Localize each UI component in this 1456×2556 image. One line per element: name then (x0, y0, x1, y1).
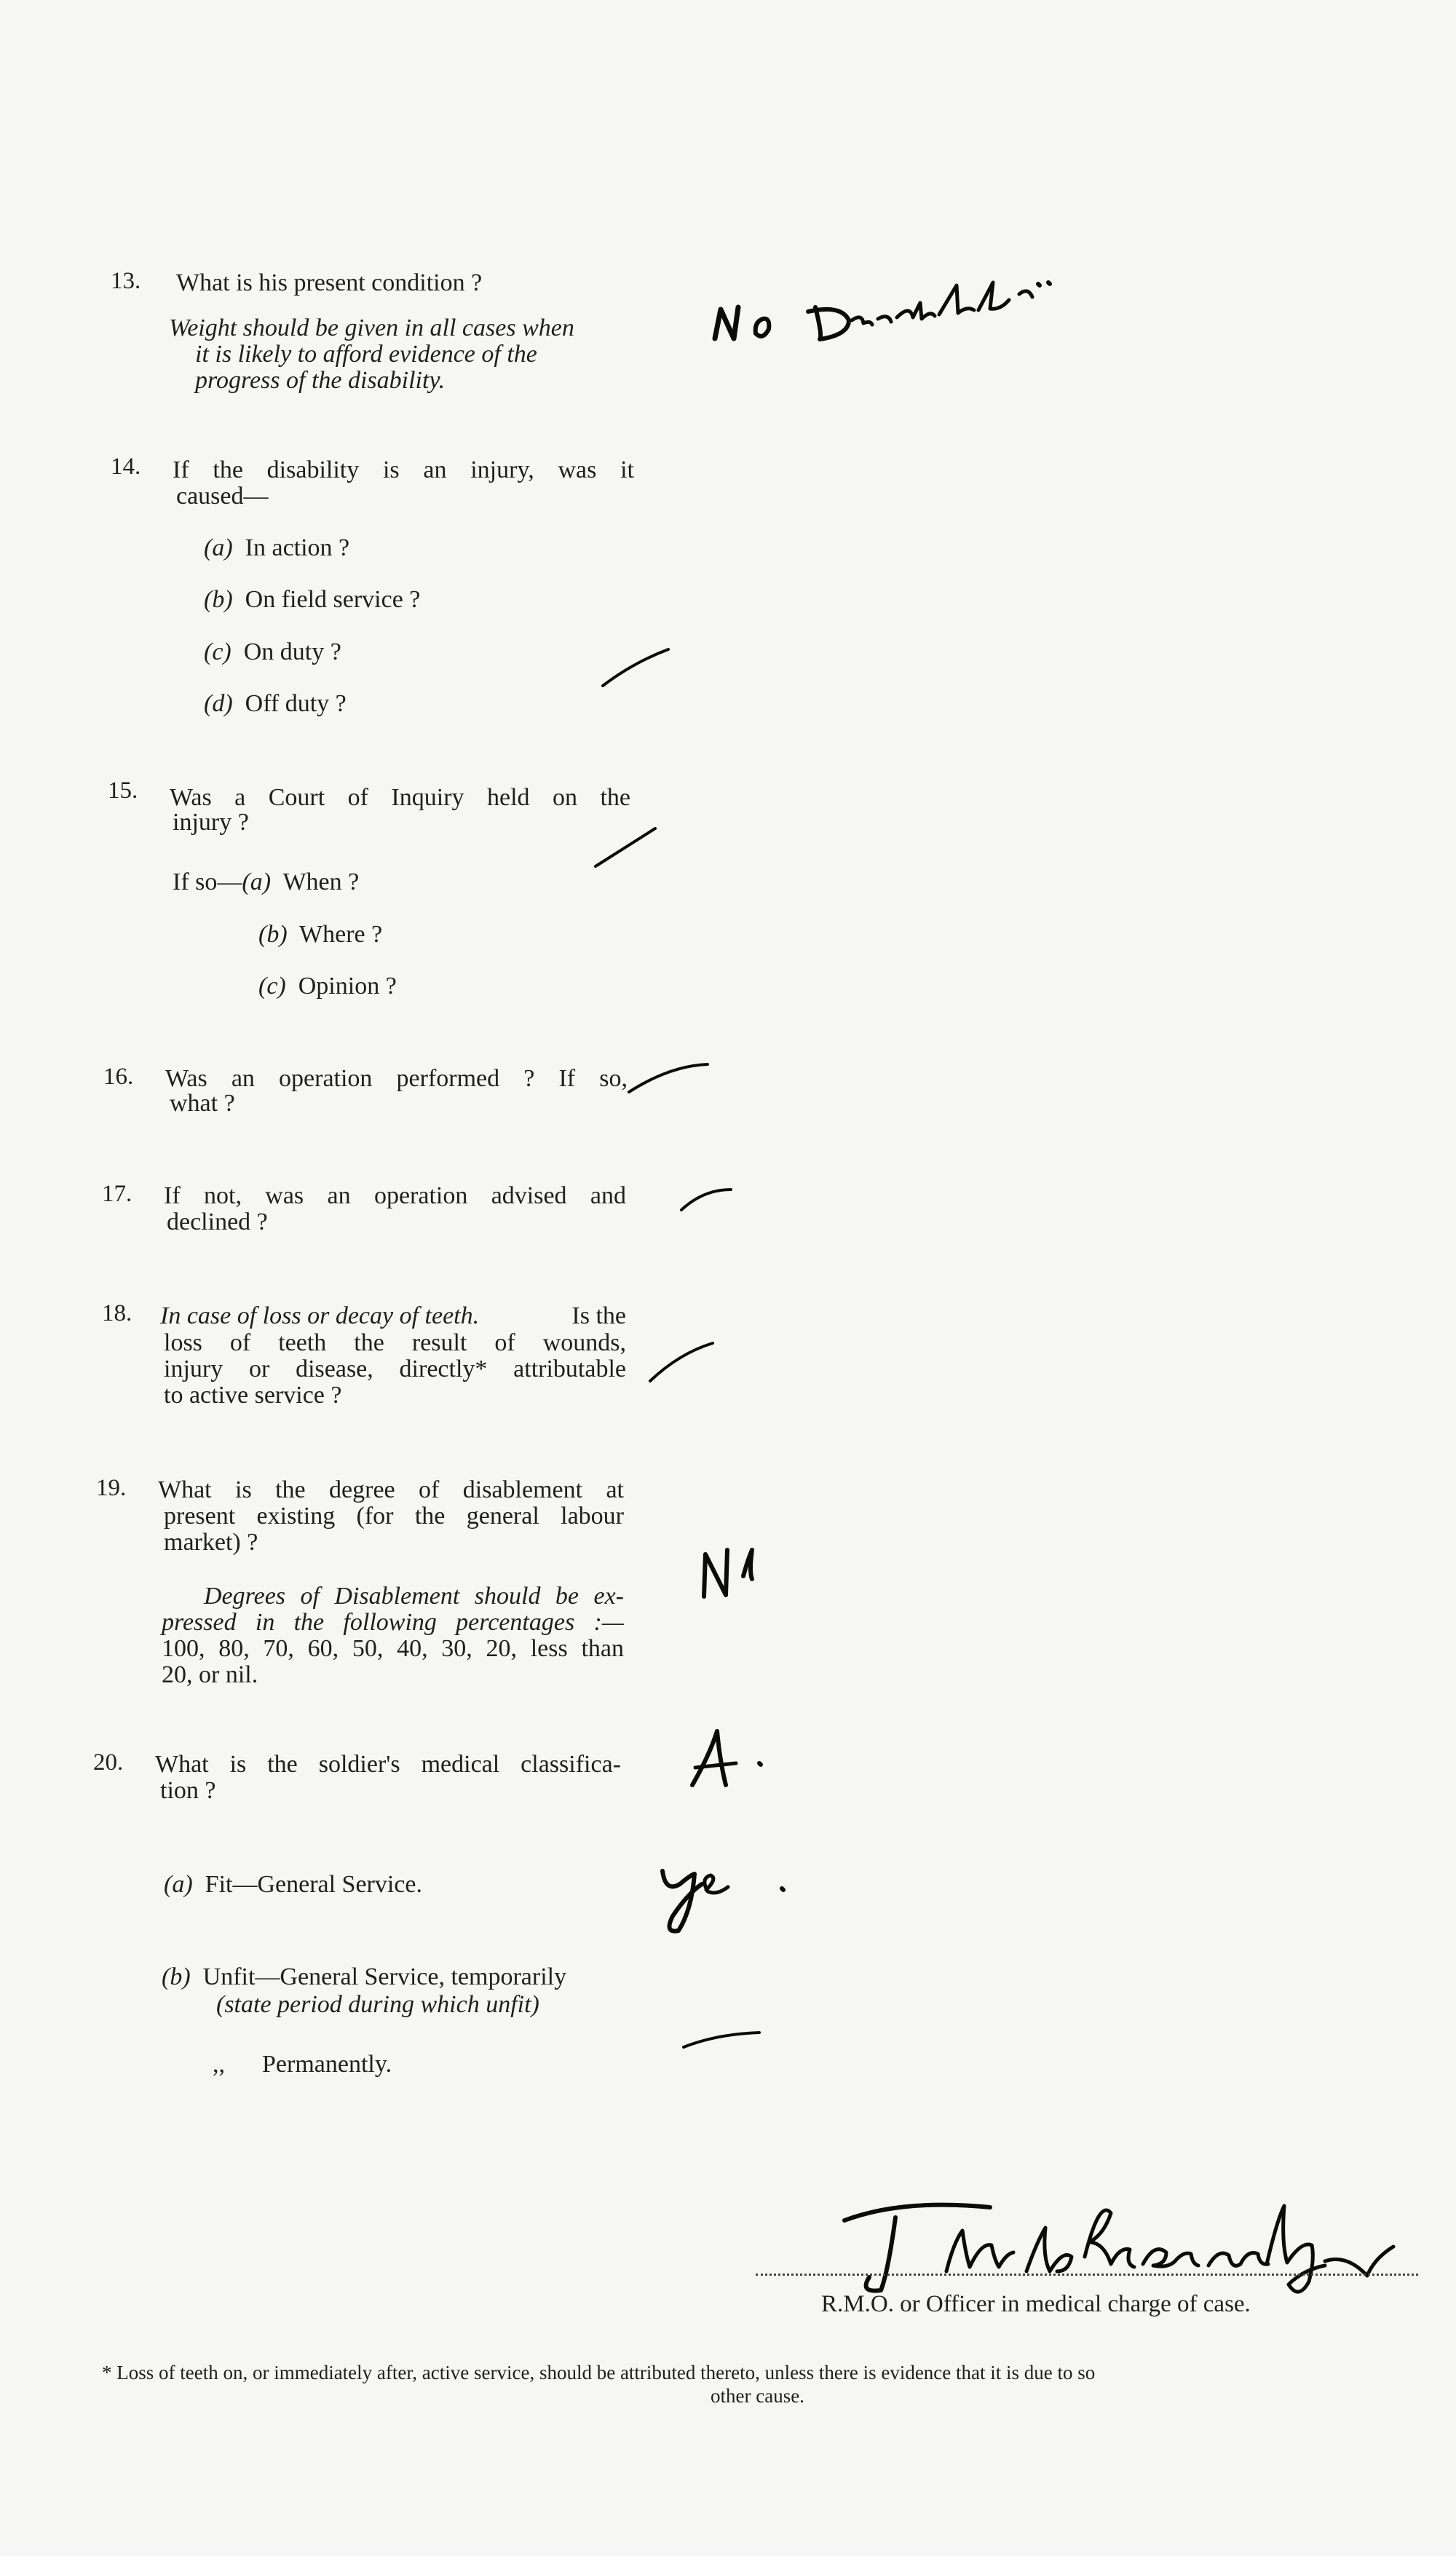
question-number-16: 16. (103, 1064, 134, 1090)
question-18-line-1 (160, 1302, 626, 1330)
answer-20b-dash (681, 2024, 764, 2053)
q15-sub-b-label: (b) (258, 921, 288, 948)
question-16-line-2: what ? (170, 1090, 235, 1117)
q14-sub-b (204, 586, 420, 614)
question-number-20: 20. (93, 1749, 124, 1776)
question-14-line-1: If the disability is an injury, was it (173, 456, 634, 483)
q20-sub-a-label: (a) (164, 1871, 193, 1898)
answer-18-dash (644, 1336, 717, 1387)
q20-sub-permanently (213, 2051, 392, 2078)
answer-13-handwriting (706, 240, 1056, 349)
question-13-note-line-2: it is likely to afford evidence of the (195, 341, 537, 368)
q15-sub-c-label: (c) (258, 973, 286, 1000)
footnote-line-2: other cause. (711, 2385, 804, 2407)
q14-sub-c-label: (c) (204, 638, 232, 665)
question-19-note-line-2: pressed in the following percentages :— (162, 1609, 624, 1636)
footnote-line-1: * Loss of teeth on, or immediately after, active service, should be attributed thereto, unless there is evidence that it is due to so (102, 2362, 1096, 2383)
question-19-note-line-1: Degrees of Disablement should be ex- (204, 1583, 624, 1610)
answer-17-dash (677, 1179, 735, 1216)
question-number-17: 17. (102, 1181, 132, 1207)
q20-sub-b-label: (b) (162, 1963, 191, 1990)
question-18-line-1-rest: Is the (571, 1302, 626, 1329)
answer-16-dash (626, 1056, 713, 1099)
answer-14-dash (597, 641, 677, 692)
q15-sub-c (258, 973, 397, 1000)
q14-sub-c-text: On duty ? (243, 638, 341, 665)
question-16-line-1: Was an operation performed ? If so, (165, 1065, 628, 1092)
answer-19-handwriting (695, 1532, 790, 1605)
q20-sub-a (164, 1871, 422, 1899)
signature-caption: R.M.O. or Officer in medical charge of case. (821, 2291, 1251, 2317)
q14-sub-a-label: (a) (204, 534, 233, 561)
q15-sub-b (258, 921, 382, 949)
q14-sub-b-label: (b) (204, 586, 233, 613)
question-18-line-2: loss of teeth the result of wounds, (164, 1329, 626, 1356)
question-number-14: 14. (111, 454, 141, 480)
question-18-line-4: to active service ? (164, 1382, 342, 1409)
question-17-line-1: If not, was an operation advised and (164, 1182, 626, 1209)
q20-ditto-mark: ,, (213, 2051, 225, 2078)
question-19-line-2: present existing (for the general labour (164, 1503, 624, 1530)
question-17-line-2: declined ? (167, 1208, 268, 1235)
q15-sub-a-text: When ? (282, 869, 360, 895)
answer-20-handwriting (688, 1725, 768, 1798)
q14-sub-d (204, 690, 347, 718)
q20-sub-b (162, 1963, 566, 1991)
question-13-text: What is his present condition ? (176, 269, 483, 296)
q14-sub-a (204, 534, 349, 562)
q14-sub-c (204, 638, 341, 666)
question-19-line-3: market) ? (164, 1529, 258, 1556)
question-20-line-1: What is the soldier's medical classifica- (155, 1751, 621, 1778)
q15-sub-a (173, 869, 359, 896)
question-13-note-line-3: progress of the disability. (195, 367, 446, 394)
q14-sub-d-text: Off duty ? (245, 690, 347, 717)
q14-sub-d-label: (d) (204, 690, 233, 717)
q15-sub-b-text: Where ? (299, 921, 383, 948)
question-number-13: 13. (111, 268, 141, 294)
q20-permanently-text: Permanently. (262, 2051, 392, 2078)
question-number-18: 18. (102, 1300, 132, 1326)
q15-sub-c-text: Opinion ? (298, 973, 397, 1000)
q15-sub-a-label: (a) (242, 869, 272, 895)
q15-if-so: If so— (173, 869, 242, 895)
question-13-note-line-1: Weight should be given in all cases when (169, 314, 574, 341)
question-19-note-line-4: 20, or nil. (162, 1661, 258, 1688)
question-15-line-2: injury ? (173, 809, 249, 836)
question-number-15: 15. (108, 778, 138, 804)
signature-line (756, 2274, 1418, 2276)
q20-sub-b-note: (state period during which unfit) (216, 1991, 539, 2018)
question-19-line-1: What is the degree of disablement at (158, 1476, 624, 1503)
question-15-line-1: Was a Court of Inquiry held on the (170, 784, 630, 811)
question-18-italic-prefix: In case of loss or decay of teeth. (160, 1302, 480, 1329)
q20-sub-a-text: Fit—General Service. (205, 1871, 423, 1898)
question-20-line-2: tion ? (160, 1777, 216, 1804)
question-number-19: 19. (96, 1475, 127, 1501)
q14-sub-b-text: On field service ? (245, 586, 421, 613)
answer-15-dash (590, 823, 662, 874)
q20-sub-b-text: Unfit—General Service, temporarily (202, 1963, 567, 1990)
question-14-line-2: caused— (176, 483, 269, 510)
answer-20a-handwriting (655, 1856, 801, 1944)
question-18-line-3: injury or disease, directly* attributable (164, 1356, 626, 1382)
q14-sub-a-text: In action ? (245, 534, 350, 561)
question-19-note-line-3: 100, 80, 70, 60, 50, 40, 30, 20, less than (162, 1635, 624, 1662)
